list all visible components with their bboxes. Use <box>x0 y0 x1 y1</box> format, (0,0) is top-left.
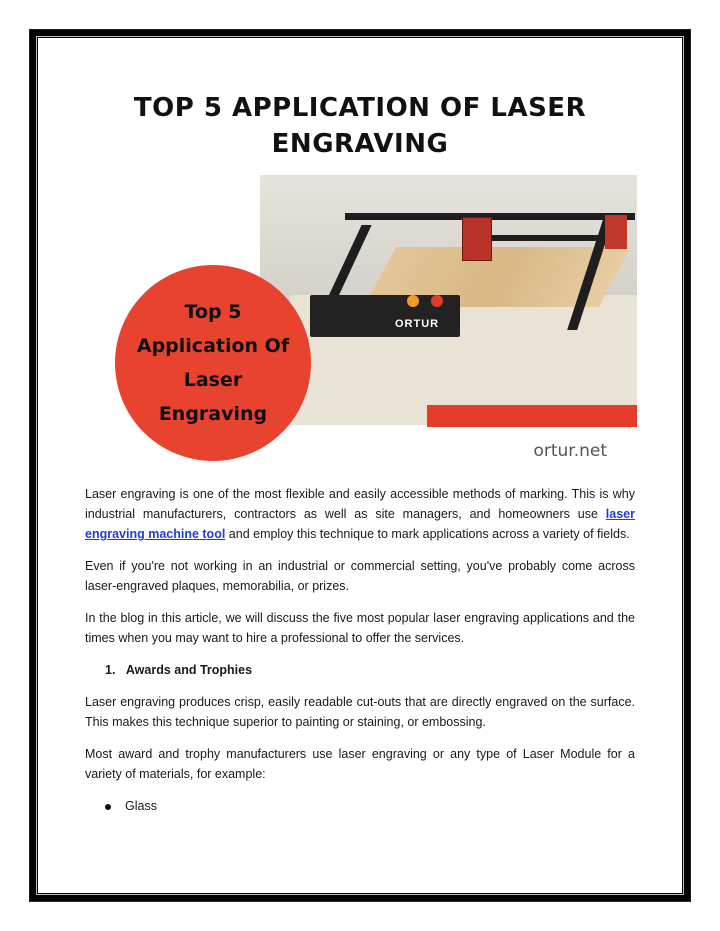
article-body <box>85 484 635 816</box>
section-number: 1. <box>105 663 116 677</box>
hero-circle-text: Top 5 Application Of Laser Engraving <box>136 301 290 425</box>
laser-engraving-machine-link[interactable]: laser engraving machine tool <box>85 507 635 541</box>
hero-title-circle <box>115 265 311 461</box>
paragraph-4: Laser engraving produces crisp, easily readable cut-outs that are directly engraved on the surface. This makes this technique superior to painting or staining, or embossing. <box>85 695 635 729</box>
page-title: TOP 5 APPLICATION OF LASER ENGRAVING <box>133 93 587 159</box>
paragraph-intro <box>85 484 635 544</box>
paragraph-intro-text: Laser engraving is one of the most flexible and easily accessible methods of marking. This is why industrial manufacturers, contractors as well as site managers, and homeowners use <box>85 487 635 521</box>
hero-red-accent <box>427 405 637 427</box>
list-item <box>105 796 635 816</box>
machine-motor-box <box>605 215 627 249</box>
paragraph-3: In the blog in this article, we will discuss the five most popular laser engraving applications and the times when you may want to hire a professional to offer the services. <box>85 611 635 645</box>
paragraph-2: Even if you're not working in an industrial or commercial setting, you've probably come across laser-engraved plaques, memorabilia, or prizes. <box>85 559 635 593</box>
laser-module <box>462 217 492 261</box>
hero-image <box>115 175 637 465</box>
section-heading-text: Awards and Trophies <box>125 663 253 677</box>
list-item-text: Glass <box>125 799 157 813</box>
machine-gantry <box>475 235 625 241</box>
stop-button-icon <box>431 295 443 307</box>
power-knob-icon <box>407 295 419 307</box>
image-credit: ortur.net <box>533 441 607 461</box>
paragraph-5: Most award and trophy manufacturers use laser engraving or any type of Laser Module for a variety of materials, for example: <box>85 747 635 781</box>
paragraph-intro-text-end: and employ this technique to mark applications across a variety of fields. <box>225 527 630 541</box>
section-heading-1 <box>105 660 635 680</box>
bullet-icon <box>105 804 111 810</box>
machine-brand-logo: ORTUR <box>395 318 440 330</box>
